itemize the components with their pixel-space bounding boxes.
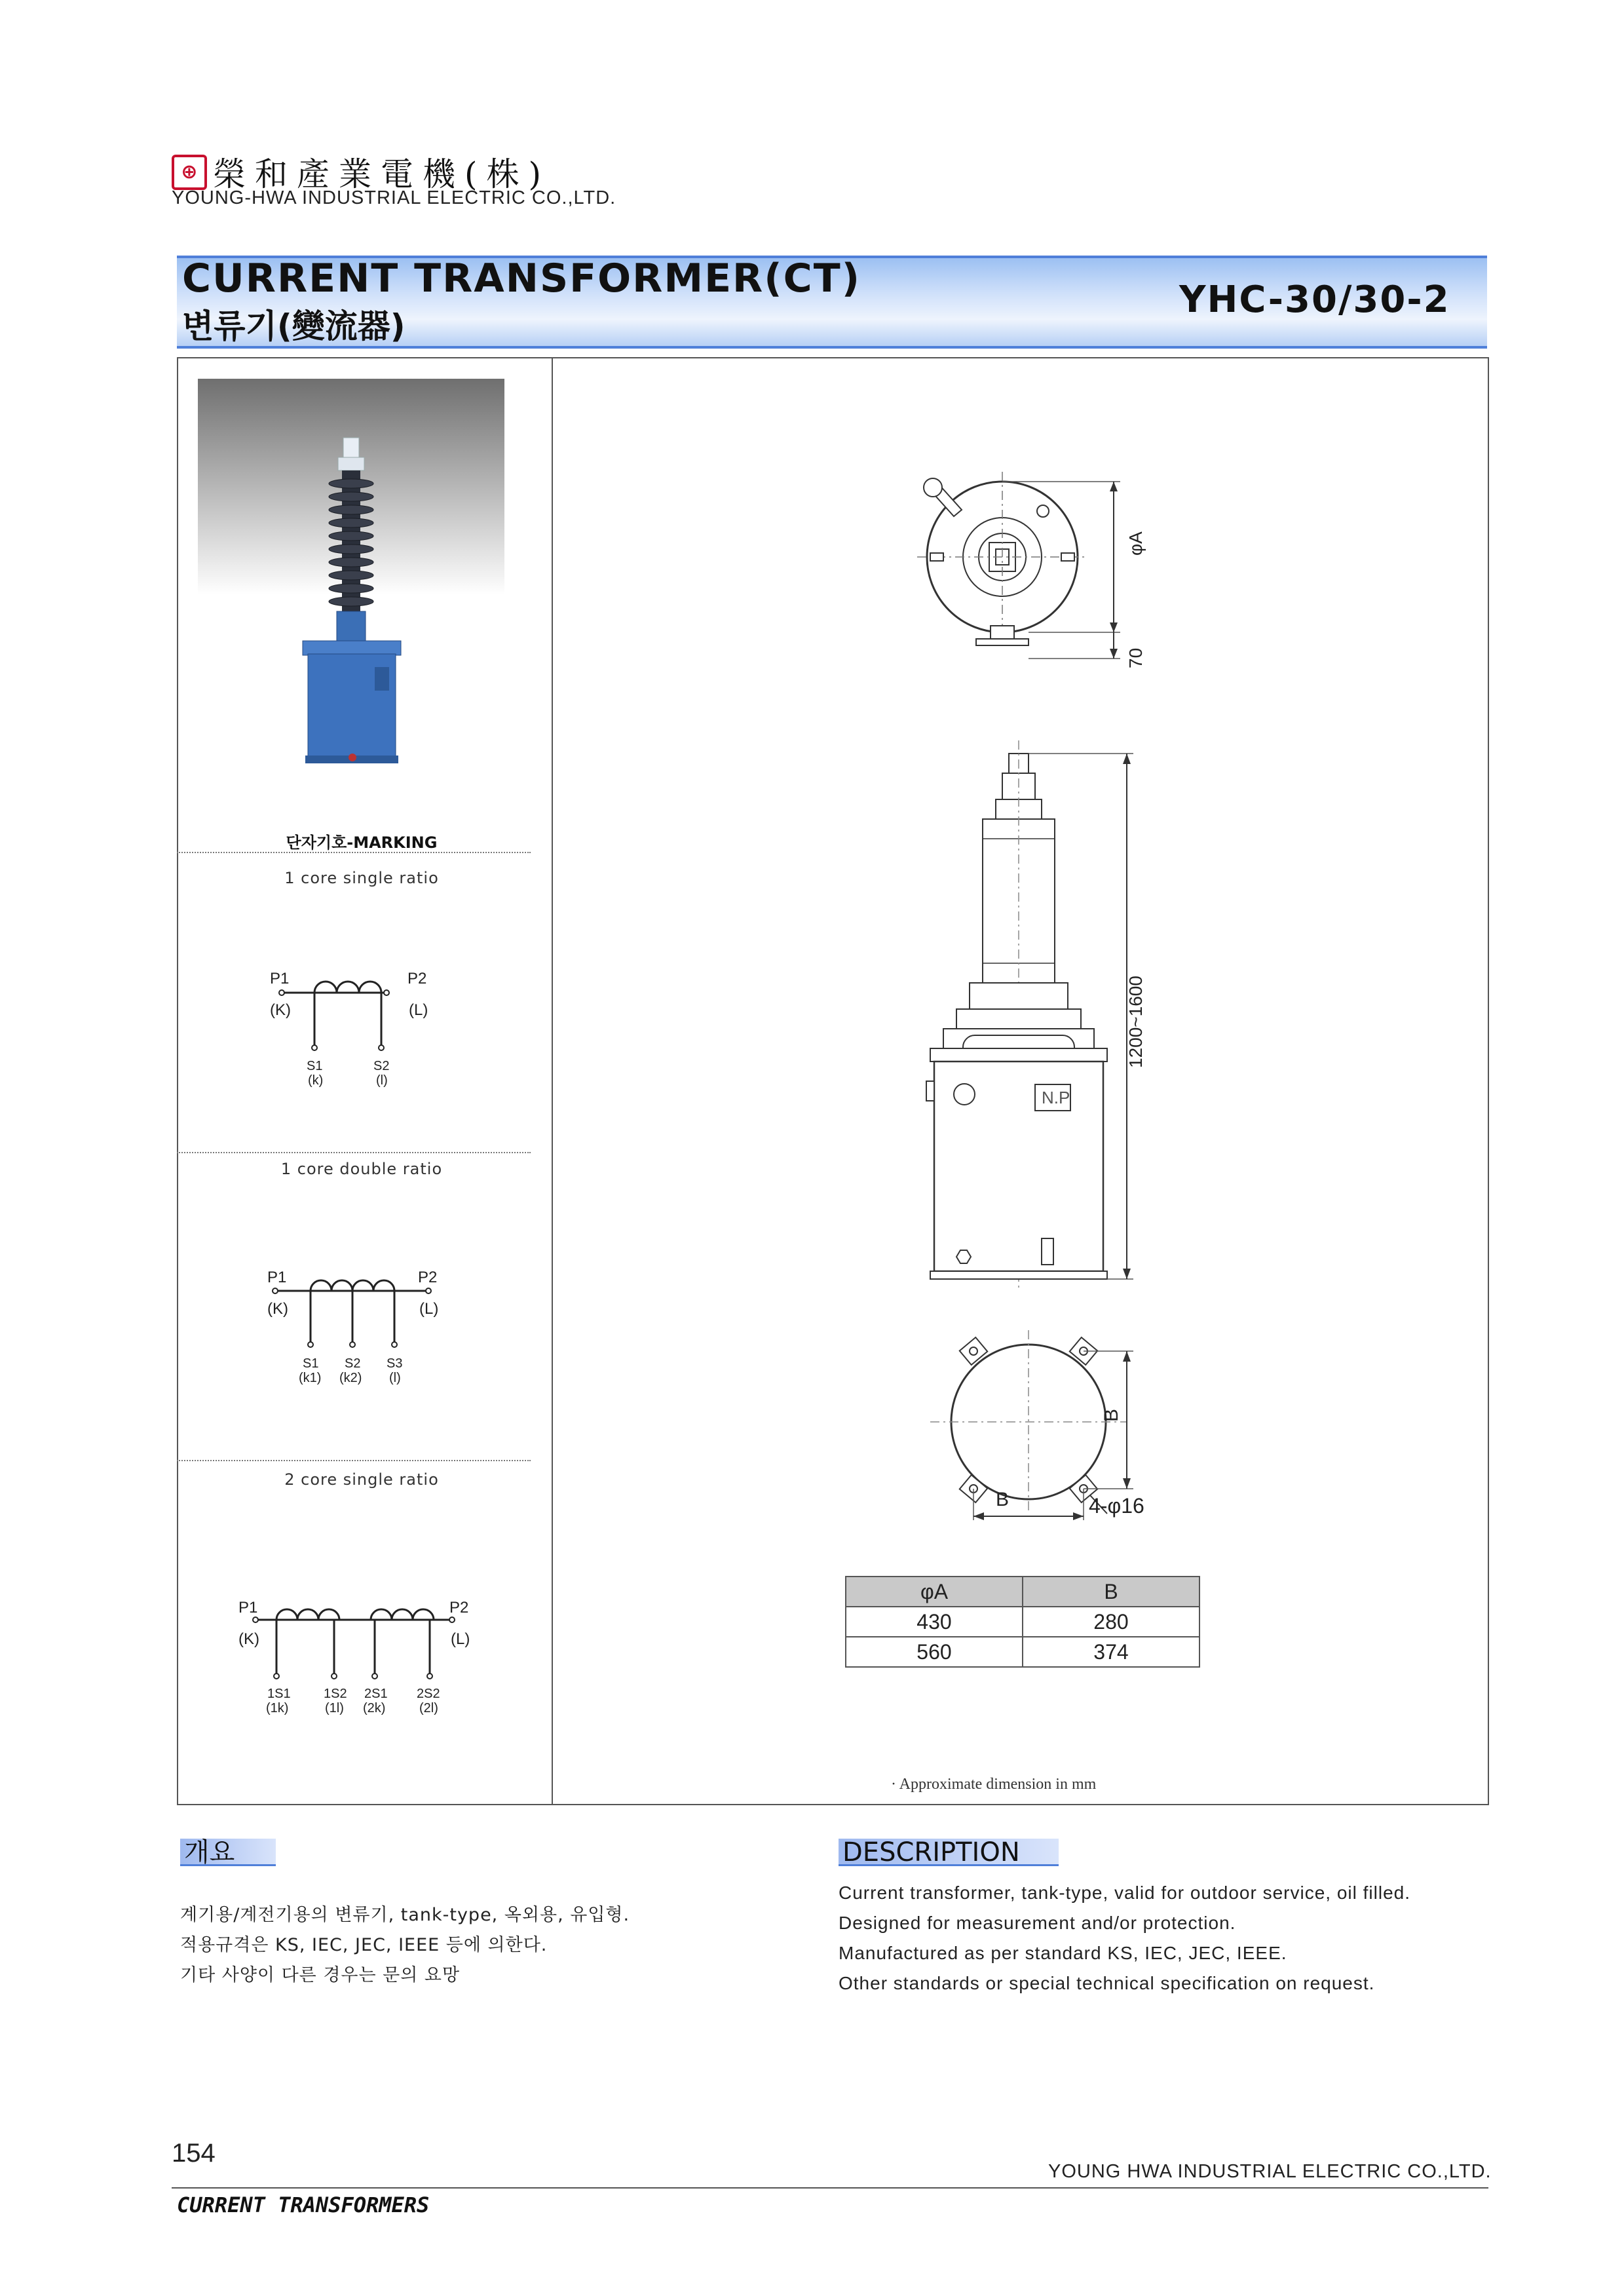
marking-heading: 단자기호-MARKING xyxy=(286,833,438,852)
diagram3-caption: 2 core single ratio xyxy=(284,1470,439,1489)
description-heading: DESCRIPTION xyxy=(839,1839,1059,1866)
d1-s1-label: S1 xyxy=(307,1059,323,1073)
overview-line: 계기용/계전기용의 변류기, tank-type, 옥외용, 유입형. xyxy=(180,1905,630,1925)
table-header-phi-a: φA xyxy=(846,1577,1023,1607)
holes-label: 4-φ16 xyxy=(1089,1494,1144,1518)
d3-p1-k-label: (K) xyxy=(238,1630,259,1648)
page-number: 154 xyxy=(172,2139,216,2168)
d3-1s1-label: 1S1 xyxy=(267,1687,291,1701)
approx-dimension-note: · Approximate dimension in mm xyxy=(891,1776,1097,1793)
d3-p2-l-label: (L) xyxy=(451,1630,470,1648)
table-header-b: B xyxy=(1023,1577,1199,1607)
page-subtitle: 변류기(變流器) xyxy=(182,307,406,345)
table-row xyxy=(846,1637,1199,1667)
d1-s1-k-label: (k) xyxy=(308,1073,324,1088)
footer-section-title: CURRENT TRANSFORMERS xyxy=(177,2192,430,2217)
d2-p2-label: P2 xyxy=(418,1269,438,1286)
d2-s1-k-label: (k1) xyxy=(299,1371,322,1385)
side-view-drawing xyxy=(917,727,1205,1304)
d2-p1-k-label: (K) xyxy=(267,1300,288,1318)
diagram2-caption: 1 core double ratio xyxy=(280,1160,443,1178)
marking-divider-2 xyxy=(177,1152,531,1153)
d1-p2-l-label: (L) xyxy=(409,1001,428,1019)
transformer-photo-illustration xyxy=(198,379,504,772)
d2-s3-label: S3 xyxy=(387,1356,403,1371)
description-body xyxy=(839,1878,1410,1999)
frame-divider xyxy=(552,357,553,1805)
product-photo xyxy=(198,379,504,772)
dim-70-label: 70 xyxy=(1125,647,1146,668)
overview-line: 기타 사양이 다른 경우는 문의 요망 xyxy=(180,1965,461,1985)
marking-divider-3 xyxy=(177,1460,531,1461)
d1-p1-label: P1 xyxy=(270,970,290,987)
table-cell: 560 xyxy=(846,1637,1023,1667)
d1-s2-l-label: (l) xyxy=(376,1073,388,1088)
description-line: Other standards or special technical specification on request. xyxy=(839,1973,1375,1993)
overview-line: 적용규격은 KS, IEC, JEC, IEEE 등에 의한다. xyxy=(180,1935,548,1955)
d2-p1-label: P1 xyxy=(267,1269,287,1286)
description-line: Designed for measurement and/or protection. xyxy=(839,1913,1236,1933)
company-name-korean: 榮和產業電機(株) xyxy=(213,155,551,193)
overview-heading: 개요 xyxy=(180,1839,276,1866)
d2-s2-k-label: (k2) xyxy=(339,1371,362,1385)
d3-2k-label: (2k) xyxy=(363,1701,386,1715)
table-cell: 374 xyxy=(1023,1637,1199,1667)
dimension-table xyxy=(845,1576,1200,1668)
d2-s1-label: S1 xyxy=(303,1356,319,1371)
d3-1l-label: (1l) xyxy=(325,1701,344,1715)
d2-s2-label: S2 xyxy=(345,1356,361,1371)
dim-height-label: 1200~1600 xyxy=(1125,976,1146,1068)
table-cell: 430 xyxy=(846,1607,1023,1637)
overview-body xyxy=(180,1900,630,1991)
footer-rule xyxy=(172,2187,1488,2189)
d2-p2-l-label: (L) xyxy=(419,1300,439,1318)
d3-2s1-label: 2S1 xyxy=(364,1687,388,1701)
table-cell: 280 xyxy=(1023,1607,1199,1637)
marking-divider xyxy=(177,852,531,853)
d1-p1-k-label: (K) xyxy=(270,1001,291,1019)
d3-p2-label: P2 xyxy=(449,1599,469,1617)
page-title: CURRENT TRANSFORMER(CT) xyxy=(182,256,861,301)
model-number: YHC-30/30-2 xyxy=(1179,278,1450,321)
d2-s3-l-label: (l) xyxy=(389,1371,401,1385)
description-line: Current transformer, tank-type, valid for outdoor service, oil filled. xyxy=(839,1883,1411,1903)
d3-1k-label: (1k) xyxy=(266,1701,289,1715)
footer-company: YOUNG HWA INDUSTRIAL ELECTRIC CO.,LTD. xyxy=(1048,2161,1492,2182)
np-label: N.P xyxy=(1042,1088,1070,1107)
description-line: Manufactured as per standard KS, IEC, JEC, IEEE. xyxy=(839,1943,1287,1963)
d1-s2-label: S2 xyxy=(373,1059,390,1073)
company-name-english: YOUNG-HWA INDUSTRIAL ELECTRIC CO.,LTD. xyxy=(172,187,616,208)
d3-p1-label: P1 xyxy=(238,1599,258,1617)
d1-p2-label: P2 xyxy=(407,970,427,987)
d3-2l-label: (2l) xyxy=(419,1701,438,1715)
top-view-drawing xyxy=(904,459,1205,675)
dim-b-vertical-label: B xyxy=(1101,1408,1122,1422)
dim-phi-a-label: φA xyxy=(1125,531,1146,556)
table-row xyxy=(846,1607,1199,1637)
dim-b-horizontal-label: B xyxy=(996,1489,1010,1510)
diagram1-caption: 1 core single ratio xyxy=(284,869,439,887)
company-logo: ⊕ xyxy=(172,155,207,190)
d3-2s2-label: 2S2 xyxy=(417,1687,440,1701)
d3-1s2-label: 1S2 xyxy=(324,1687,347,1701)
